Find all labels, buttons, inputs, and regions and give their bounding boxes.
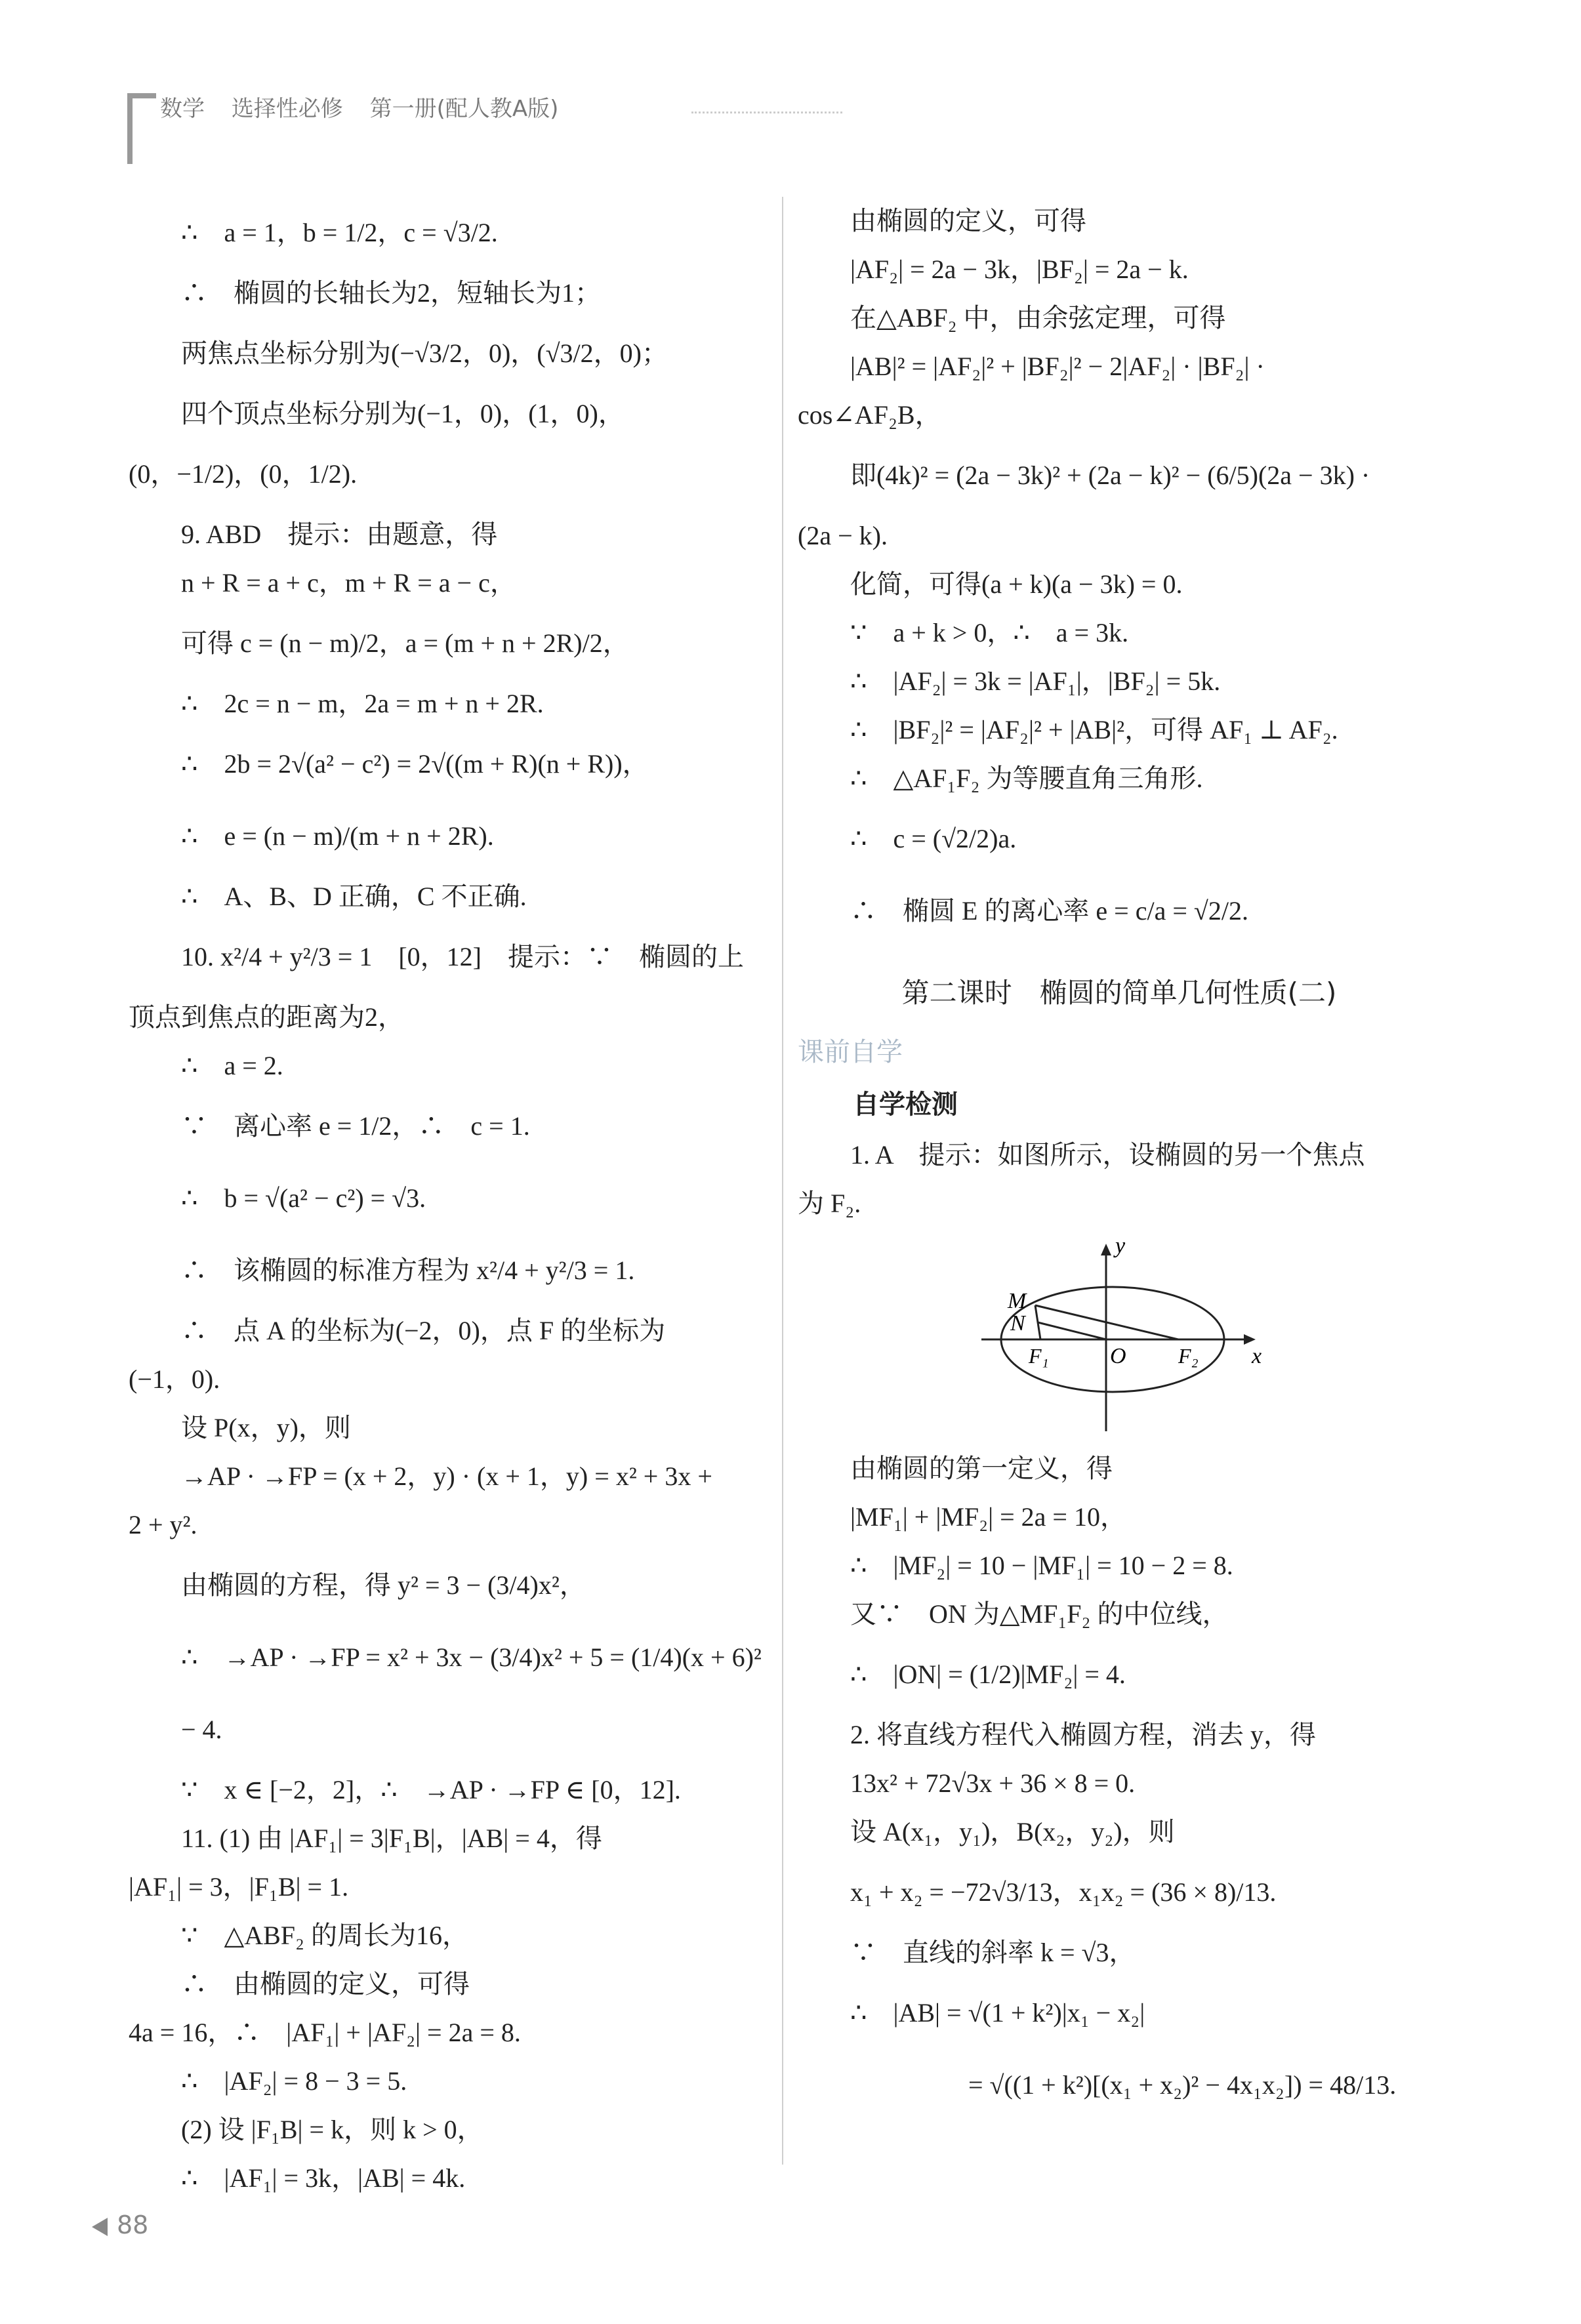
text-line: ∴ 椭圆的长轴长为2，短轴长为1；: [181, 278, 601, 308]
text-line: (−1，0).: [129, 1364, 220, 1394]
text-line: ∴ 该椭圆的标准方程为 x²/4 + y²/3 = 1.: [181, 1255, 635, 1285]
left-column: [129, 197, 771, 2203]
text-line: 11. (1) 由 |AF₁| = 3|F₁B|，|AB| = 4，得: [181, 1824, 602, 1853]
page-arrow-icon: [92, 2218, 108, 2236]
text-line: x₁ + x₂ = −72√3/13，x₁x₂ = (36 × 8)/13.: [850, 1877, 1277, 1907]
text-line: |AB|² = |AF₂|² + |BF₂|² − 2|AF₂| · |BF₂| ·: [850, 352, 1265, 381]
text-line: 由椭圆的定义，可得: [850, 206, 1086, 235]
text-line: ∴ c = (√2/2)a.: [850, 824, 1017, 853]
text-line: ∴ a = 2.: [181, 1051, 283, 1080]
label-x: x: [1252, 1344, 1262, 1368]
text-line: 13x² + 72√3x + 36 × 8 = 0.: [850, 1768, 1136, 1798]
text-line: ∵ △ABF₂ 的周长为16，: [181, 1921, 468, 1950]
label-n: N: [1010, 1311, 1025, 1335]
text-line: (2a − k).: [798, 521, 888, 550]
text-line: ∴ |BF₂|² = |AF₂|² + |AB|²，可得 AF₁ ⊥ AF₂.: [850, 715, 1338, 744]
ellipse-figure: [798, 1234, 1441, 1438]
label-f1: F₁: [1029, 1344, 1049, 1368]
text-line: 又∵ ON 为△MF₁F₂ 的中位线，: [850, 1599, 1229, 1629]
text-line: ∴ |AF₂| = 8 − 3 = 5.: [181, 2066, 407, 2096]
header-book: 选择性必修: [231, 96, 343, 122]
text-line: ∵ 直线的斜率 k = √3，: [850, 1938, 1136, 1967]
column-divider: [782, 197, 783, 2165]
label-m: M: [1008, 1289, 1027, 1313]
text-line: ∴ |AB| = √(1 + k²)|x₁ − x₂|: [850, 1998, 1145, 2028]
text-line: 即(4k)² = (2a − 3k)² + (2a − k)² − (6/5)(2a − 3k) ·: [850, 460, 1370, 490]
text-line: 2. 将直线方程代入椭圆方程，消去 y，得: [850, 1720, 1316, 1749]
text-line: 顶点到焦点的距离为2，: [129, 1002, 404, 1032]
label-y: y: [1115, 1234, 1126, 1258]
text-line: 由椭圆的第一定义，得: [850, 1454, 1113, 1483]
page-number-text: 88: [117, 2211, 149, 2239]
section-title: 第二课时 椭圆的简单几何性质(二): [901, 977, 1337, 1009]
text-line: ∴ e = (n − m)/(m + n + 2R).: [181, 821, 494, 851]
text-line: 化简，可得(a + k)(a − 3k) = 0.: [850, 569, 1183, 599]
section-bold-heading: 自学检测: [853, 1090, 958, 1120]
text-line: 2 + y².: [129, 1510, 197, 1539]
text-line: ∴ 椭圆 E 的离心率 e = c/a = √2/2.: [850, 896, 1248, 926]
text-line: →AP · →FP = (x + 2，y) · (x + 1，y) = x² + 3x +: [181, 1461, 712, 1491]
text-line: 设 A(x₁，y₁)，B(x₂，y₂)，则: [850, 1817, 1175, 1846]
text-line: (2) 设 |F₁B| = k，则 k > 0，: [181, 2115, 483, 2144]
text-line: n + R = a + c，m + R = a − c，: [181, 568, 516, 598]
text-line: 可得 c = (n − m)/2，a = (m + n + 2R)/2，: [181, 628, 629, 658]
text-line: 9. ABD 提示：由题意，得: [181, 520, 498, 549]
text-line: cos∠AF₂B，: [798, 400, 941, 430]
text-line: 由椭圆的方程，得 y² = 3 − (3/4)x²，: [181, 1570, 586, 1600]
segment-n-o: [1038, 1322, 1106, 1339]
text-line: 在△ABF₂ 中，由余弦定理，可得: [850, 303, 1226, 333]
text-line: |AF₂| = 2a − 3k，|BF₂| = 2a − k.: [850, 255, 1189, 284]
text-line: ∴ 点 A 的坐标为(−2，0)，点 F 的坐标为: [181, 1316, 666, 1345]
x-axis-arrow: [1244, 1334, 1256, 1345]
text-line: 为 F₂.: [798, 1189, 861, 1218]
text-line: = √((1 + k²)[(x₁ + x₂)² − 4x₁x₂]) = 48/13.: [968, 2070, 1397, 2100]
text-line: ∴ 由椭圆的定义，可得: [181, 1969, 470, 1999]
text-line: 10. x²/4 + y²/3 = 1 [0，12] 提示：∵ 椭圆的上: [181, 942, 744, 971]
text-line: 1. A 提示：如图所示，设椭圆的另一个焦点: [850, 1140, 1365, 1170]
label-f2: F₂: [1178, 1344, 1199, 1368]
text-line: ∴ |AF₂| = 3k = |AF₁|，|BF₂| = 5k.: [850, 666, 1221, 696]
right-column: [798, 197, 1441, 2121]
text-line: ∴ |ON| = (1/2)|MF₂| = 4.: [850, 1660, 1126, 1689]
text-line: 两焦点坐标分别为(−√3/2，0)，(√3/2，0)；: [181, 338, 668, 368]
page-number: [92, 2211, 148, 2239]
header-text: [160, 91, 578, 123]
page-header: [127, 85, 1505, 157]
text-line: ∵ 离心率 e = 1/2，∴ c = 1.: [181, 1111, 530, 1141]
text-line: ∴ |AF₁| = 3k，|AB| = 4k.: [181, 2163, 466, 2193]
y-axis-arrow: [1101, 1244, 1111, 1255]
header-volume: 第一册(配人教A版): [369, 96, 559, 122]
text-line: 四个顶点坐标分别为(−1，0)，(1，0)，: [181, 399, 625, 428]
text-line: ∵ x ∈ [−2，2]，∴ →AP · →FP ∈ [0，12].: [181, 1775, 681, 1804]
header-bracket: [127, 93, 156, 164]
text-line: ∴ △AF₁F₂ 为等腰直角三角形.: [850, 764, 1203, 793]
text-line: ∴ 2c = n − m，2a = m + n + 2R.: [181, 689, 544, 718]
text-line: ∵ a + k > 0，∴ a = 3k.: [850, 618, 1129, 647]
header-dots: [691, 112, 842, 113]
text-line: 4a = 16，∴ |AF₁| + |AF₂| = 2a = 8.: [129, 2018, 521, 2047]
label-o: O: [1110, 1344, 1126, 1368]
text-line: |MF₁| + |MF₂| = 2a = 10，: [850, 1502, 1126, 1532]
header-subject: 数学: [160, 96, 205, 122]
text-line: (0，−1/2)，(0，1/2).: [129, 459, 358, 489]
text-line: 设 P(x，y)，则: [181, 1413, 351, 1442]
text-line: ∴ →AP · →FP = x² + 3x − (3/4)x² + 5 = (1/4)(x + 6)² − 4.: [181, 1642, 768, 1744]
text-line: ∴ 2b = 2√(a² − c²) = 2√((m + R)(n + R))，: [181, 749, 649, 779]
text-line: ∴ A、B、D 正确，C 不正确.: [181, 882, 527, 911]
text-line: ∴ a = 1，b = 1/2，c = √3/2.: [181, 218, 498, 247]
text-line: ∴ b = √(a² − c²) = √3.: [181, 1183, 426, 1213]
text-line: ∴ |MF₂| = 10 − |MF₁| = 10 − 2 = 8.: [850, 1551, 1233, 1580]
ellipse-diagram: [981, 1234, 1270, 1438]
text-line: |AF₁| = 3，|F₁B| = 1.: [129, 1872, 349, 1902]
section-subheading: 课前自学: [798, 1037, 903, 1067]
